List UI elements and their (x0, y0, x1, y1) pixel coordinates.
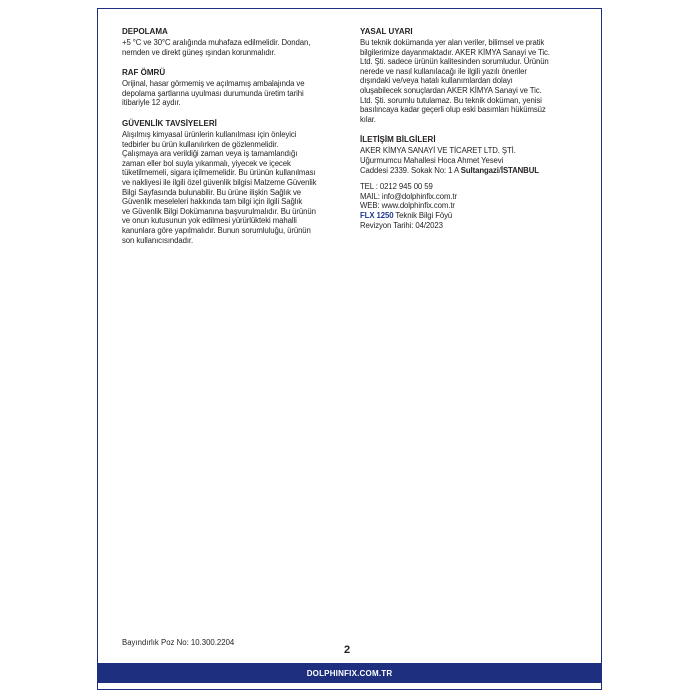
safety-text-line: tüketilmemeli, sigara içilmemelidir. Bu ürünün kullanılması (122, 168, 316, 178)
shelf-life-text-line: Orijinal, hasar görmemiş ve açılmamış ambalajında ve (122, 79, 305, 89)
phone-number: TEL : 0212 945 00 59 (360, 182, 433, 192)
revision-date: Revizyon Tarihi: 04/2023 (360, 220, 443, 230)
safety-text-line: ve nakliyesi ile ilgili özel güvenlik bilgisi Malzeme Güvenlik (122, 177, 317, 187)
legal-text-line: nerede ve nasıl kullanılacağı ile ilgili yazılı öneriler (360, 66, 527, 76)
footer-reference: Bayındırlık Poz No: 10.300.2204 (122, 638, 235, 647)
safety-text-line: kanunlara göre yapılmalıdır. Bunun sorumluluğu, ürünün (122, 225, 311, 235)
legal-text-line: kılar. (360, 114, 376, 124)
storage-heading: DEPOLAMA (122, 27, 168, 36)
product-line (360, 211, 584, 221)
legal-heading: YASAL UYARI (360, 27, 413, 36)
legal-text-line: bilgilerimize dayanmaktadır. AKER KİMYA Sanayi ve Tic. (360, 47, 550, 57)
storage-text-line: +5 °C ve 30°C aralığında muhafaza edilmelidir. Dondan, (122, 38, 311, 47)
shelf-life-text-line: depolama şartlarına uyulması durumunda üretim tarihi (122, 88, 304, 98)
safety-section (122, 119, 352, 245)
email-link[interactable]: MAIL: info@dolphinfix.com.tr (360, 191, 457, 201)
safety-heading: GÜVENLİK TAVSİYELERİ (122, 118, 217, 128)
contact-section (360, 135, 584, 230)
address-district: Sultangazi (460, 165, 499, 175)
shelf-life-section (122, 68, 352, 108)
storage-text-line: nemden ve direkt güneş ışından korunmalıdır. (122, 47, 276, 57)
safety-text-line: son kullanıcısındadır. (122, 235, 194, 245)
legal-text-line: Ltd. Şti. sorumlu tutulamaz. Bu teknik doküman, yenisi (360, 95, 542, 105)
safety-text-line: ve onun kutusunun yok edilmesi yürürlükteki mahalli (122, 216, 297, 226)
legal-text-line: dışındaki ve/veya hatalı kullanımlardan dolayı (360, 76, 513, 86)
footer-bar (97, 663, 602, 683)
product-code: FLX 1250 (360, 210, 394, 220)
legal-text-line: Ltd. Şti. sadece ürünün kalitesinden sorumludur. Ürünün (360, 57, 549, 67)
address-city: İSTANBUL (500, 165, 539, 175)
product-description: Teknik Bilgi Föyü (393, 210, 453, 220)
safety-text-line: Güvenlik meseleleri hakkında tam bilgi için ilgili Sağlık (122, 197, 303, 207)
right-column (360, 27, 584, 241)
company-name: AKER KİMYA SANAYİ VE TİCARET LTD. ŞTİ. (360, 146, 516, 156)
footer-website-link[interactable]: DOLPHINFIX.COM.TR (306, 668, 393, 678)
legal-section (360, 27, 584, 124)
page-number: 2 (344, 644, 351, 656)
shelf-life-heading: RAF ÖMRÜ (122, 68, 166, 78)
left-column (122, 27, 352, 256)
address-street: Caddesi 2339. Sokak No: 1 A (360, 165, 461, 175)
safety-text-line: Çalışmaya ara verildiği zaman veya iş tamamlandığı (122, 149, 298, 159)
legal-text-line: Bu teknik dokümanda yer alan veriler, bilimsel ve pratik (360, 38, 545, 47)
address-line (360, 166, 584, 176)
website-link[interactable]: WEB: www.dolphinfix.com.tr (360, 201, 455, 211)
legal-text-line: basılıncaya kadar geçerli olup eski basımları hükümsüz (360, 105, 546, 115)
shelf-life-text-line: itibariyle 12 aydır. (122, 98, 181, 108)
safety-text-line: zaman eller bol suyla yıkanmalı, yiyecek ve içecek (122, 158, 291, 168)
storage-section (122, 27, 352, 57)
safety-text-line: Bilgi Sayfasında bulunabilir. Bu ürüne ilişkin Sağlık ve (122, 187, 302, 197)
address-line: Uğurmumcu Mahallesi Hoca Ahmet Yesevi (360, 155, 504, 165)
safety-text-line: Alışılmış kimyasal ürünlerin kullanılması için önleyici (122, 129, 297, 139)
safety-text-line: tedbirler bu ürün kullanılırken de gözlenmelidir. (122, 139, 279, 149)
safety-text-line: ve Güvenlik Bilgi Dokümanına başvurulmalıdır. Bu ürünün (122, 206, 316, 216)
contact-heading: İLETİŞİM BİLGİLERİ (360, 135, 436, 145)
legal-text-line: oluşabilecek sonuçlardan AKER KİMYA Sanayi ve Tic. (360, 85, 542, 95)
address-separator: / (498, 165, 501, 175)
